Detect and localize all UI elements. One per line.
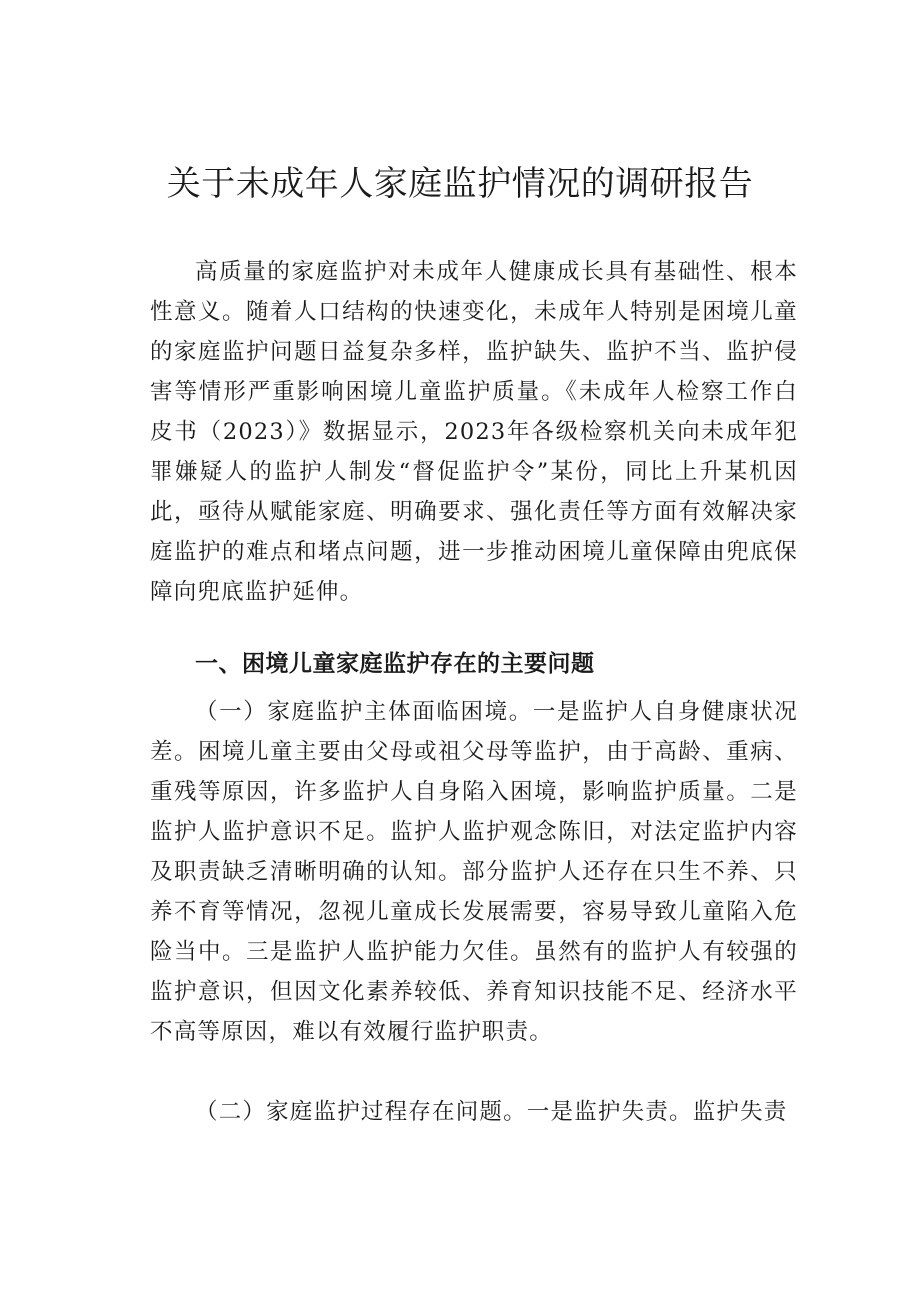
document-title: 关于未成年人家庭监护情况的调研报告 (166, 164, 754, 204)
intro-paragraph: 高质量的家庭监护对未成年人健康成长具有基础性、根本性意义。随着人口结构的快速变化，未成年人特别是困境儿童的家庭监护问题日益复杂多样，监护缺失、监护不当、监护侵害等情形严重影响困境儿童监护质量。《未成年人检察工作白皮书（2023）》数据显示，2023年各级检察机关向未成年犯罪嫌疑人的监护人制发“督促监护令”某份，同比上升某机因此，亟待从赋能家庭、明确要求、强化责任等方面有效解决家庭监护的难点和堵点问题，进一步推动困境儿童保障由兜底保障向兜底监护延伸。 (150, 259, 798, 605)
subsection-1-paragraph: （一）家庭监护主体面临困境。一是监护人自身健康状况差。困境儿童主要由父母或祖父母等监护，由于高龄、重病、重残等原因，许多监护人自身陷入困境，影响监护质量。二是监护人监护意识不足。监护人监护观念陈旧，对法定监护内容及职责缺乏清晰明确的认知。部分监护人还存在只生不养、只养不育等情况，忽视儿童成长发展需要，容易导致儿童陷入危险当中。三是监护人监护能力欠佳。虽然有的监护人有较强的监护意识，但因文化素养较低、养育知识技能不足、经济水平不高等原因，难以有效履行监护职责。 (150, 699, 798, 1045)
section-heading-problems: 一、困境儿童家庭监护存在的主要问题 (195, 651, 595, 677)
subsection-2-paragraph: （二）家庭监护过程存在问题。一是监护失责。监护失责 (195, 1099, 788, 1125)
